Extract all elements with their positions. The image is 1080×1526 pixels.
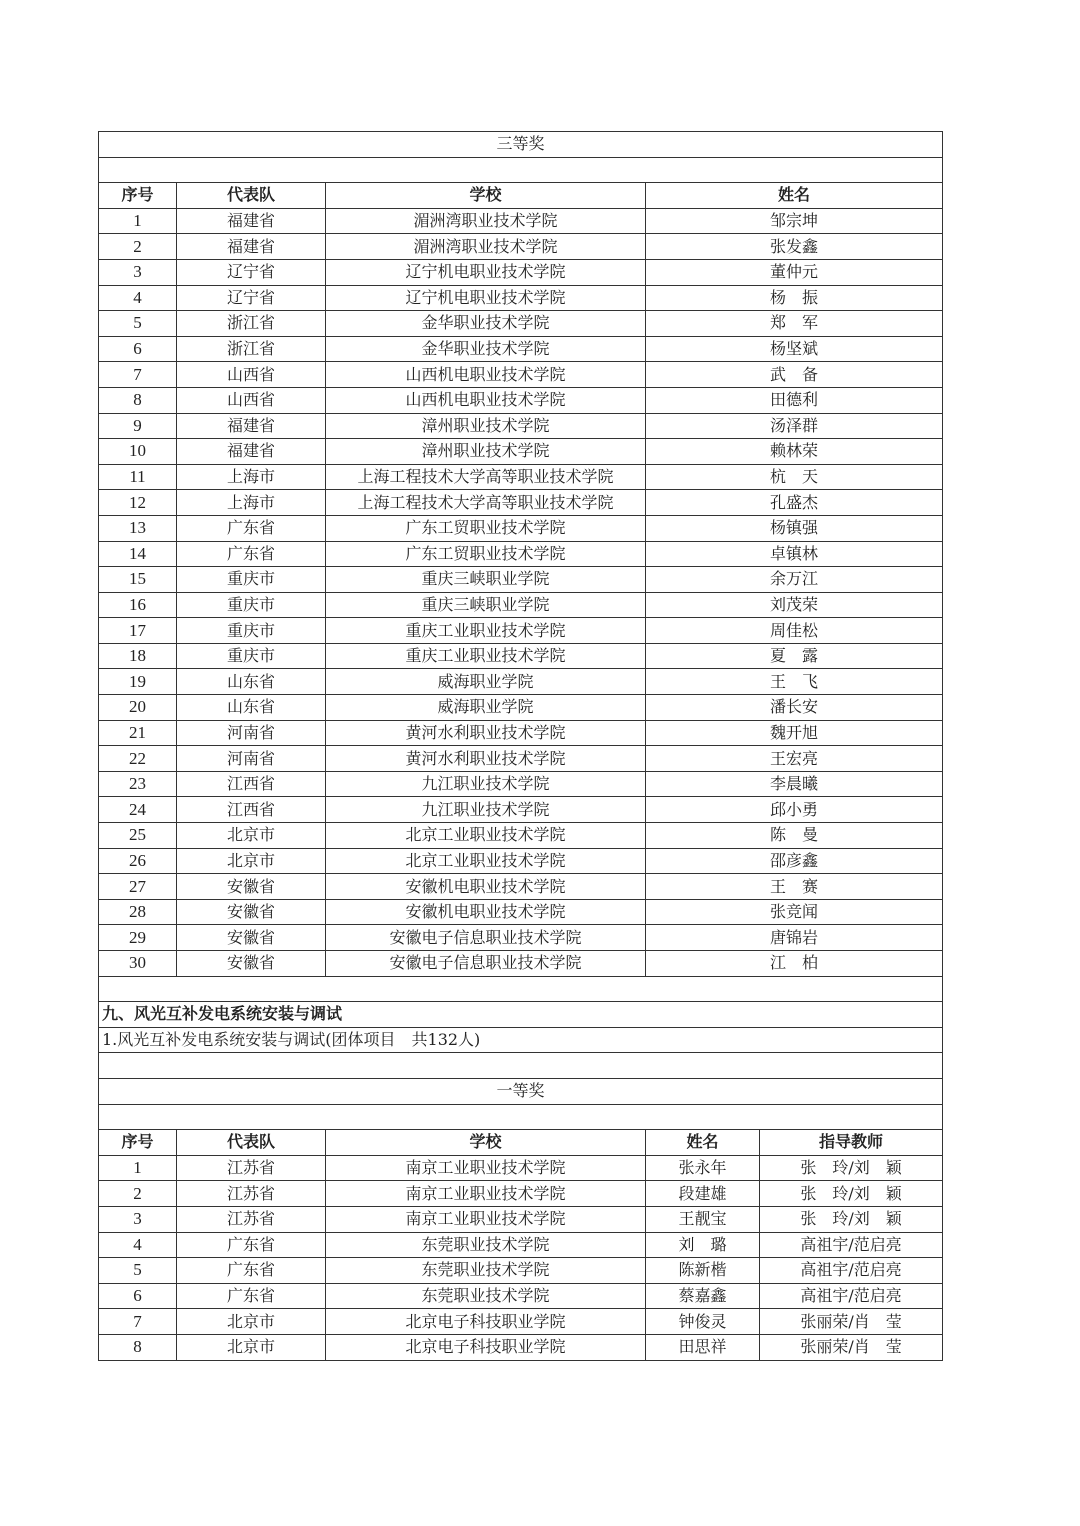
cell-school: 重庆工业职业技术学院	[326, 643, 646, 669]
table-row	[99, 874, 943, 900]
award-table	[98, 131, 943, 1361]
header-school: 学校	[326, 1130, 646, 1156]
cell-name: 陈新楷	[646, 1258, 760, 1284]
cell-school: 北京电子科技职业学院	[326, 1334, 646, 1360]
cell-name: 刘 璐	[646, 1232, 760, 1258]
cell-school: 辽宁机电职业技术学院	[326, 259, 646, 285]
cell-name: 卓镇林	[646, 541, 943, 567]
section-title: 九、风光互补发电系统安装与调试	[99, 1002, 943, 1028]
cell-advisor: 张丽荣/肖 莹	[760, 1334, 943, 1360]
cell-name: 潘长安	[646, 695, 943, 721]
cell-index: 20	[99, 695, 177, 721]
cell-index: 16	[99, 592, 177, 618]
cell-index: 12	[99, 490, 177, 516]
cell-index: 5	[99, 311, 177, 337]
cell-team: 重庆市	[177, 592, 326, 618]
table-row	[99, 1181, 943, 1207]
cell-school: 重庆工业职业技术学院	[326, 618, 646, 644]
table-row	[99, 1309, 943, 1335]
table-row	[99, 490, 943, 516]
cell-team: 北京市	[177, 1334, 326, 1360]
table-row	[99, 1206, 943, 1232]
cell-team: 山东省	[177, 669, 326, 695]
cell-school: 南京工业职业技术学院	[326, 1155, 646, 1181]
cell-index: 4	[99, 1232, 177, 1258]
cell-name: 张发鑫	[646, 234, 943, 260]
cell-school: 安徽机电职业技术学院	[326, 899, 646, 925]
blank-cell	[99, 1104, 943, 1130]
cell-advisor: 张 玲/刘 颖	[760, 1181, 943, 1207]
cell-school: 山西机电职业技术学院	[326, 362, 646, 388]
cell-index: 8	[99, 387, 177, 413]
cell-team: 广东省	[177, 1283, 326, 1309]
cell-index: 6	[99, 336, 177, 362]
cell-index: 3	[99, 259, 177, 285]
cell-school: 北京工业职业技术学院	[326, 823, 646, 849]
table-row	[99, 797, 943, 823]
cell-index: 2	[99, 1181, 177, 1207]
cell-school: 南京工业职业技术学院	[326, 1206, 646, 1232]
cell-team: 安徽省	[177, 925, 326, 951]
table-row	[99, 439, 943, 465]
cell-index: 10	[99, 439, 177, 465]
cell-team: 福建省	[177, 208, 326, 234]
table-row	[99, 464, 943, 490]
cell-name: 王 赛	[646, 874, 943, 900]
cell-name: 钟俊灵	[646, 1309, 760, 1335]
cell-name: 汤泽群	[646, 413, 943, 439]
cell-name: 陈 曼	[646, 823, 943, 849]
header-index: 序号	[99, 1130, 177, 1156]
cell-team: 山东省	[177, 695, 326, 721]
cell-name: 邱小勇	[646, 797, 943, 823]
table-row	[99, 311, 943, 337]
table-row	[99, 567, 943, 593]
cell-team: 山西省	[177, 362, 326, 388]
table-row	[99, 771, 943, 797]
cell-team: 辽宁省	[177, 259, 326, 285]
cell-name: 张竞闻	[646, 899, 943, 925]
cell-team: 山西省	[177, 387, 326, 413]
cell-index: 15	[99, 567, 177, 593]
table-row	[99, 387, 943, 413]
cell-school: 东莞职业技术学院	[326, 1258, 646, 1284]
cell-index: 19	[99, 669, 177, 695]
cell-team: 安徽省	[177, 874, 326, 900]
cell-name: 杨坚斌	[646, 336, 943, 362]
cell-team: 浙江省	[177, 311, 326, 337]
cell-index: 9	[99, 413, 177, 439]
cell-team: 江西省	[177, 797, 326, 823]
cell-school: 东莞职业技术学院	[326, 1283, 646, 1309]
cell-school: 湄洲湾职业技术学院	[326, 234, 646, 260]
cell-index: 14	[99, 541, 177, 567]
cell-school: 金华职业技术学院	[326, 311, 646, 337]
table-row	[99, 413, 943, 439]
cell-index: 17	[99, 618, 177, 644]
header-school: 学校	[326, 183, 646, 209]
table-row	[99, 336, 943, 362]
cell-school: 安徽电子信息职业技术学院	[326, 925, 646, 951]
cell-team: 北京市	[177, 1309, 326, 1335]
cell-school: 金华职业技术学院	[326, 336, 646, 362]
table-row	[99, 592, 943, 618]
cell-school: 威海职业学院	[326, 695, 646, 721]
cell-advisor: 张 玲/刘 颖	[760, 1155, 943, 1181]
cell-name: 王宏亮	[646, 746, 943, 772]
cell-index: 28	[99, 899, 177, 925]
cell-advisor: 高祖宇/范启亮	[760, 1258, 943, 1284]
cell-name: 夏 露	[646, 643, 943, 669]
cell-team: 福建省	[177, 234, 326, 260]
cell-index: 29	[99, 925, 177, 951]
cell-name: 蔡嘉鑫	[646, 1283, 760, 1309]
cell-index: 6	[99, 1283, 177, 1309]
table-row	[99, 899, 943, 925]
cell-school: 九江职业技术学院	[326, 797, 646, 823]
table-row	[99, 746, 943, 772]
cell-name: 杨 振	[646, 285, 943, 311]
cell-team: 福建省	[177, 439, 326, 465]
cell-team: 江苏省	[177, 1206, 326, 1232]
cell-name: 周佳松	[646, 618, 943, 644]
table-row	[99, 1334, 943, 1360]
cell-advisor: 高祖宇/范启亮	[760, 1283, 943, 1309]
table-row	[99, 259, 943, 285]
cell-name: 邵彦鑫	[646, 848, 943, 874]
header-row	[99, 183, 943, 209]
cell-name: 余万江	[646, 567, 943, 593]
cell-school: 辽宁机电职业技术学院	[326, 285, 646, 311]
section-subtitle: 1.风光互补发电系统安装与调试(团体项目 共132人)	[99, 1027, 943, 1053]
cell-school: 北京工业职业技术学院	[326, 848, 646, 874]
cell-name: 江 柏	[646, 951, 943, 977]
cell-index: 13	[99, 515, 177, 541]
cell-team: 上海市	[177, 464, 326, 490]
cell-index: 1	[99, 1155, 177, 1181]
cell-index: 7	[99, 1309, 177, 1335]
table-row	[99, 234, 943, 260]
table-row	[99, 1258, 943, 1284]
cell-index: 4	[99, 285, 177, 311]
cell-name: 魏开旭	[646, 720, 943, 746]
cell-index: 22	[99, 746, 177, 772]
cell-team: 河南省	[177, 746, 326, 772]
cell-team: 安徽省	[177, 899, 326, 925]
cell-school: 重庆三峡职业学院	[326, 592, 646, 618]
blank-cell	[99, 157, 943, 183]
cell-team: 上海市	[177, 490, 326, 516]
section-subtitle-row	[99, 1027, 943, 1053]
cell-index: 23	[99, 771, 177, 797]
cell-team: 重庆市	[177, 567, 326, 593]
cell-index: 2	[99, 234, 177, 260]
cell-school: 漳州职业技术学院	[326, 439, 646, 465]
award-title: 三等奖	[99, 132, 943, 158]
cell-team: 北京市	[177, 848, 326, 874]
cell-school: 安徽机电职业技术学院	[326, 874, 646, 900]
cell-name: 唐锦岩	[646, 925, 943, 951]
cell-index: 3	[99, 1206, 177, 1232]
cell-team: 北京市	[177, 823, 326, 849]
table-row	[99, 925, 943, 951]
header-team: 代表队	[177, 183, 326, 209]
header-name: 姓名	[646, 1130, 760, 1156]
cell-name: 邹宗坤	[646, 208, 943, 234]
cell-index: 11	[99, 464, 177, 490]
cell-school: 广东工贸职业技术学院	[326, 515, 646, 541]
table-row	[99, 1283, 943, 1309]
cell-team: 重庆市	[177, 643, 326, 669]
blank-row	[99, 1104, 943, 1130]
header-row	[99, 1130, 943, 1156]
cell-name: 赖林荣	[646, 439, 943, 465]
award-title-row	[99, 132, 943, 158]
cell-index: 18	[99, 643, 177, 669]
table-row	[99, 285, 943, 311]
cell-school: 重庆三峡职业学院	[326, 567, 646, 593]
cell-name: 田德利	[646, 387, 943, 413]
cell-index: 7	[99, 362, 177, 388]
cell-school: 东莞职业技术学院	[326, 1232, 646, 1258]
cell-index: 21	[99, 720, 177, 746]
cell-team: 江苏省	[177, 1181, 326, 1207]
cell-team: 广东省	[177, 1258, 326, 1284]
cell-school: 湄洲湾职业技术学院	[326, 208, 646, 234]
cell-advisor: 张丽荣/肖 莹	[760, 1309, 943, 1335]
cell-school: 广东工贸职业技术学院	[326, 541, 646, 567]
cell-name: 王 飞	[646, 669, 943, 695]
cell-index: 5	[99, 1258, 177, 1284]
table-row	[99, 951, 943, 977]
cell-school: 黄河水利职业技术学院	[326, 720, 646, 746]
cell-team: 江苏省	[177, 1155, 326, 1181]
cell-team: 重庆市	[177, 618, 326, 644]
table-row	[99, 208, 943, 234]
cell-team: 广东省	[177, 1232, 326, 1258]
blank-cell	[99, 976, 943, 1002]
cell-name: 孔盛杰	[646, 490, 943, 516]
table-row	[99, 643, 943, 669]
blank-row	[99, 1053, 943, 1079]
table-row	[99, 848, 943, 874]
cell-school: 安徽电子信息职业技术学院	[326, 951, 646, 977]
cell-index: 1	[99, 208, 177, 234]
section-title-row	[99, 1002, 943, 1028]
cell-index: 26	[99, 848, 177, 874]
award-title: 一等奖	[99, 1078, 943, 1104]
cell-team: 广东省	[177, 515, 326, 541]
table-row	[99, 823, 943, 849]
cell-name: 田思祥	[646, 1334, 760, 1360]
cell-school: 黄河水利职业技术学院	[326, 746, 646, 772]
cell-advisor: 张 玲/刘 颖	[760, 1206, 943, 1232]
table-row	[99, 720, 943, 746]
table-row	[99, 362, 943, 388]
cell-index: 27	[99, 874, 177, 900]
table-row	[99, 515, 943, 541]
cell-name: 李晨曦	[646, 771, 943, 797]
blank-cell	[99, 1053, 943, 1079]
cell-name: 张永年	[646, 1155, 760, 1181]
cell-name: 董仲元	[646, 259, 943, 285]
cell-name: 武 备	[646, 362, 943, 388]
cell-school: 九江职业技术学院	[326, 771, 646, 797]
cell-index: 30	[99, 951, 177, 977]
cell-school: 上海工程技术大学高等职业技术学院	[326, 490, 646, 516]
blank-row	[99, 157, 943, 183]
table-row	[99, 669, 943, 695]
cell-school: 北京电子科技职业学院	[326, 1309, 646, 1335]
table-row	[99, 695, 943, 721]
cell-school: 漳州职业技术学院	[326, 413, 646, 439]
cell-team: 广东省	[177, 541, 326, 567]
cell-team: 福建省	[177, 413, 326, 439]
blank-row	[99, 976, 943, 1002]
cell-name: 郑 军	[646, 311, 943, 337]
header-index: 序号	[99, 183, 177, 209]
cell-school: 山西机电职业技术学院	[326, 387, 646, 413]
cell-school: 南京工业职业技术学院	[326, 1181, 646, 1207]
cell-advisor: 高祖宇/范启亮	[760, 1232, 943, 1258]
cell-index: 24	[99, 797, 177, 823]
cell-name: 杭 天	[646, 464, 943, 490]
cell-team: 河南省	[177, 720, 326, 746]
cell-name: 段建雄	[646, 1181, 760, 1207]
cell-school: 威海职业学院	[326, 669, 646, 695]
cell-index: 8	[99, 1334, 177, 1360]
table-row	[99, 1232, 943, 1258]
header-advisor: 指导教师	[760, 1130, 943, 1156]
cell-index: 25	[99, 823, 177, 849]
table-row	[99, 1155, 943, 1181]
header-team: 代表队	[177, 1130, 326, 1156]
cell-name: 王靓宝	[646, 1206, 760, 1232]
header-name: 姓名	[646, 183, 943, 209]
cell-school: 上海工程技术大学高等职业技术学院	[326, 464, 646, 490]
cell-team: 江西省	[177, 771, 326, 797]
cell-name: 杨镇强	[646, 515, 943, 541]
cell-name: 刘茂荣	[646, 592, 943, 618]
table-row	[99, 618, 943, 644]
cell-team: 浙江省	[177, 336, 326, 362]
award-title-row	[99, 1078, 943, 1104]
cell-team: 辽宁省	[177, 285, 326, 311]
cell-team: 安徽省	[177, 951, 326, 977]
table-row	[99, 541, 943, 567]
